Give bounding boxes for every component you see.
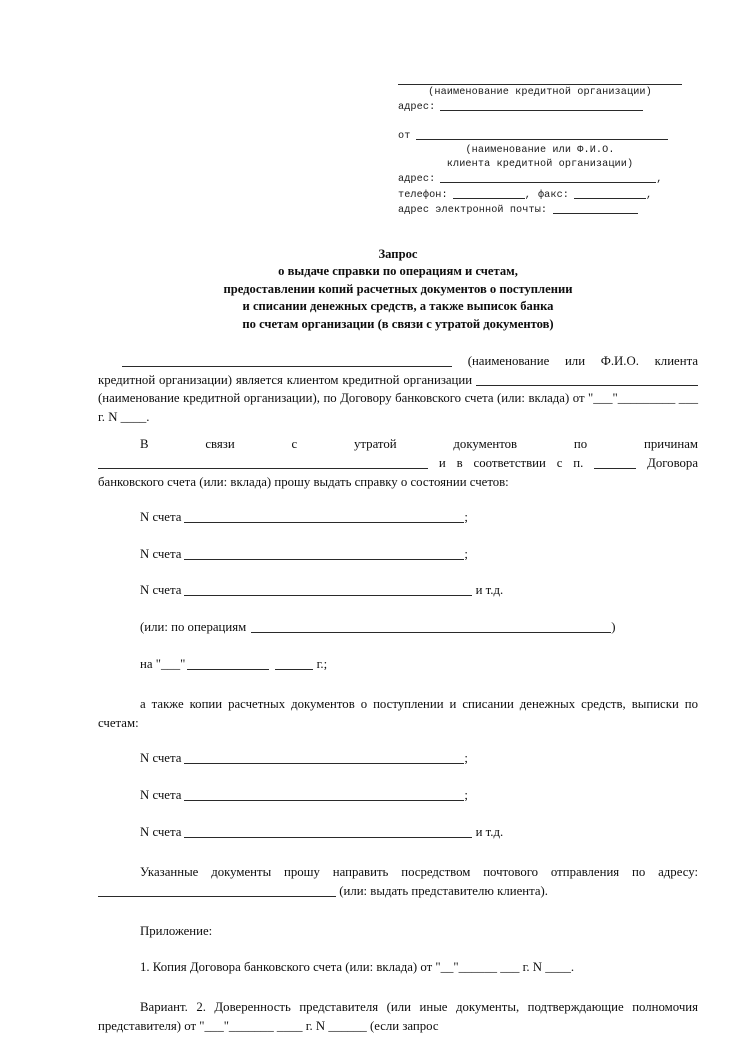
header-gap (398, 116, 682, 129)
document-body (98, 352, 698, 1036)
spacer (98, 841, 698, 863)
spacer (98, 732, 698, 749)
account-separator: ; (464, 510, 468, 525)
fax-fill (574, 188, 646, 199)
spacer (98, 600, 698, 618)
account-separator: ; (464, 546, 468, 561)
appendix-item-2: Вариант. 2. Доверенность представителя (или иные документы, подтверждающие полномочия представителя) от "___"_______ ____ г. N ______ (если запрос (98, 1000, 698, 1034)
paragraph-delivery-method (98, 863, 698, 900)
operations-close-paren: ) (611, 619, 616, 634)
from-label: от (398, 130, 411, 142)
paragraph-delivery-method-text-b: (или: выдать представителю клиента). (339, 883, 548, 898)
paragraph-delivery-method-text-a: Указанные документы прошу направить посредством почтового отправления по адресу: (140, 865, 698, 880)
phone-comma: , (524, 189, 531, 201)
paragraph-loss-reason-text-a: В связи с утратой документов по причинам (140, 437, 698, 452)
fax-comma: , (646, 189, 653, 201)
spacer (98, 491, 698, 508)
spacer (98, 673, 698, 695)
email-label: адрес электронной почты: (398, 205, 548, 217)
account-number-fill (184, 548, 464, 560)
org-address-label: адрес: (398, 102, 436, 114)
paragraph-loss-reason (98, 435, 698, 491)
as-of-date-line (140, 655, 698, 674)
email-line (398, 203, 682, 218)
appendix-heading: Приложение: (140, 924, 213, 939)
spacer (98, 637, 698, 655)
account-number-fill (184, 789, 464, 801)
operations-alternative-line (140, 618, 698, 637)
client-name-fill-1 (122, 355, 452, 367)
org-name-rule (398, 84, 682, 85)
account-number-fill (184, 511, 464, 523)
fax-label: факс: (537, 189, 570, 201)
as-of-month-fill (187, 658, 269, 670)
spacer (98, 426, 698, 435)
client-address-comma: , (656, 174, 663, 186)
account-number-fill (184, 752, 464, 764)
phone-fill (453, 188, 525, 199)
delivery-address-fill (98, 885, 336, 897)
email-fill (553, 203, 638, 214)
account-number-fill (184, 584, 472, 596)
spacer (98, 768, 698, 786)
paragraph-client-identification (98, 352, 698, 426)
spacer (98, 563, 698, 581)
account-etc: и т.д. (475, 824, 504, 839)
org-name-caption: (наименование кредитной организации) (428, 87, 652, 98)
title-line-2: о выдаче справки по операциям и счетам, (278, 264, 518, 279)
account-line (140, 581, 698, 600)
paragraph-loss-reason-text-b: и в соответствии с п. (438, 455, 584, 470)
operations-label: (или: по операциям (140, 619, 247, 634)
loss-reason-fill (98, 457, 428, 469)
account-separator: ; (464, 751, 468, 766)
account-label: N счета (140, 546, 182, 561)
paragraph-loss-reason-text-c: Договора банковского счета (или: вклада) прошу выдать справку о состоянии счетов: (98, 455, 699, 489)
title-line-1: Запрос (378, 247, 418, 261)
paragraph-client-identification-text-a: (наименование или Ф.И.О. клиента кредитной организации) является клиентом кредитной организации (98, 354, 699, 387)
account-label: N счета (140, 751, 182, 766)
account-line (140, 786, 698, 805)
account-line (140, 823, 698, 842)
org-address-fill (440, 100, 643, 111)
from-fill (416, 129, 668, 140)
from-line (398, 129, 682, 144)
document-title (98, 246, 698, 333)
spacer (98, 976, 698, 998)
account-label: N счета (140, 787, 182, 802)
as-of-date-prefix: на "___" (140, 656, 186, 671)
account-etc: и т.д. (475, 583, 504, 598)
account-number-fill (184, 826, 472, 838)
org-address-line (398, 100, 682, 115)
as-of-date-suffix: г.; (316, 656, 328, 671)
account-separator: ; (464, 787, 468, 802)
as-of-year-fill (275, 658, 313, 670)
account-label: N счета (140, 510, 182, 525)
spacer (98, 527, 698, 545)
title-line-5: по счетам организации (в связи с утратой документов) (242, 316, 554, 331)
appendix-item-1: 1. Копия Договора банковского счета (или: вклада) от "__"______ ___ г. N ____. (140, 959, 575, 974)
header-address-block (398, 84, 682, 218)
client-address-label: адрес: (398, 174, 436, 186)
client-caption-line1: (наименование или Ф.И.О. (465, 144, 615, 156)
paragraph-client-identification-text-b: (наименование кредитной организации), по Договору банковского счета (или: вклада) от "___"_________ ___ г. N ____. (98, 391, 698, 424)
account-label: N счета (140, 824, 182, 839)
paragraph-also-copies: а также копии расчетных документов о поступлении и списании денежных средств, выписки по счетам: (98, 697, 698, 730)
account-line (140, 508, 698, 527)
title-line-3: предоставлении копий расчетных документов о поступлении (223, 281, 573, 296)
account-label: N счета (140, 583, 182, 598)
title-line-4: и списании денежных средств, а также выписок банка (242, 299, 554, 314)
account-line (140, 749, 698, 768)
spacer (98, 941, 698, 958)
spacer (98, 805, 698, 823)
operations-fill (251, 621, 611, 633)
spacer (98, 900, 698, 922)
phone-label: телефон: (398, 189, 448, 201)
client-name-fill-2 (476, 374, 698, 386)
contract-clause-fill (594, 457, 636, 469)
client-caption-line2: клиента кредитной организации) (446, 159, 634, 171)
client-address-line (398, 172, 682, 187)
client-address-fill (440, 172, 656, 183)
account-line (140, 545, 698, 564)
phone-fax-line (398, 188, 682, 203)
